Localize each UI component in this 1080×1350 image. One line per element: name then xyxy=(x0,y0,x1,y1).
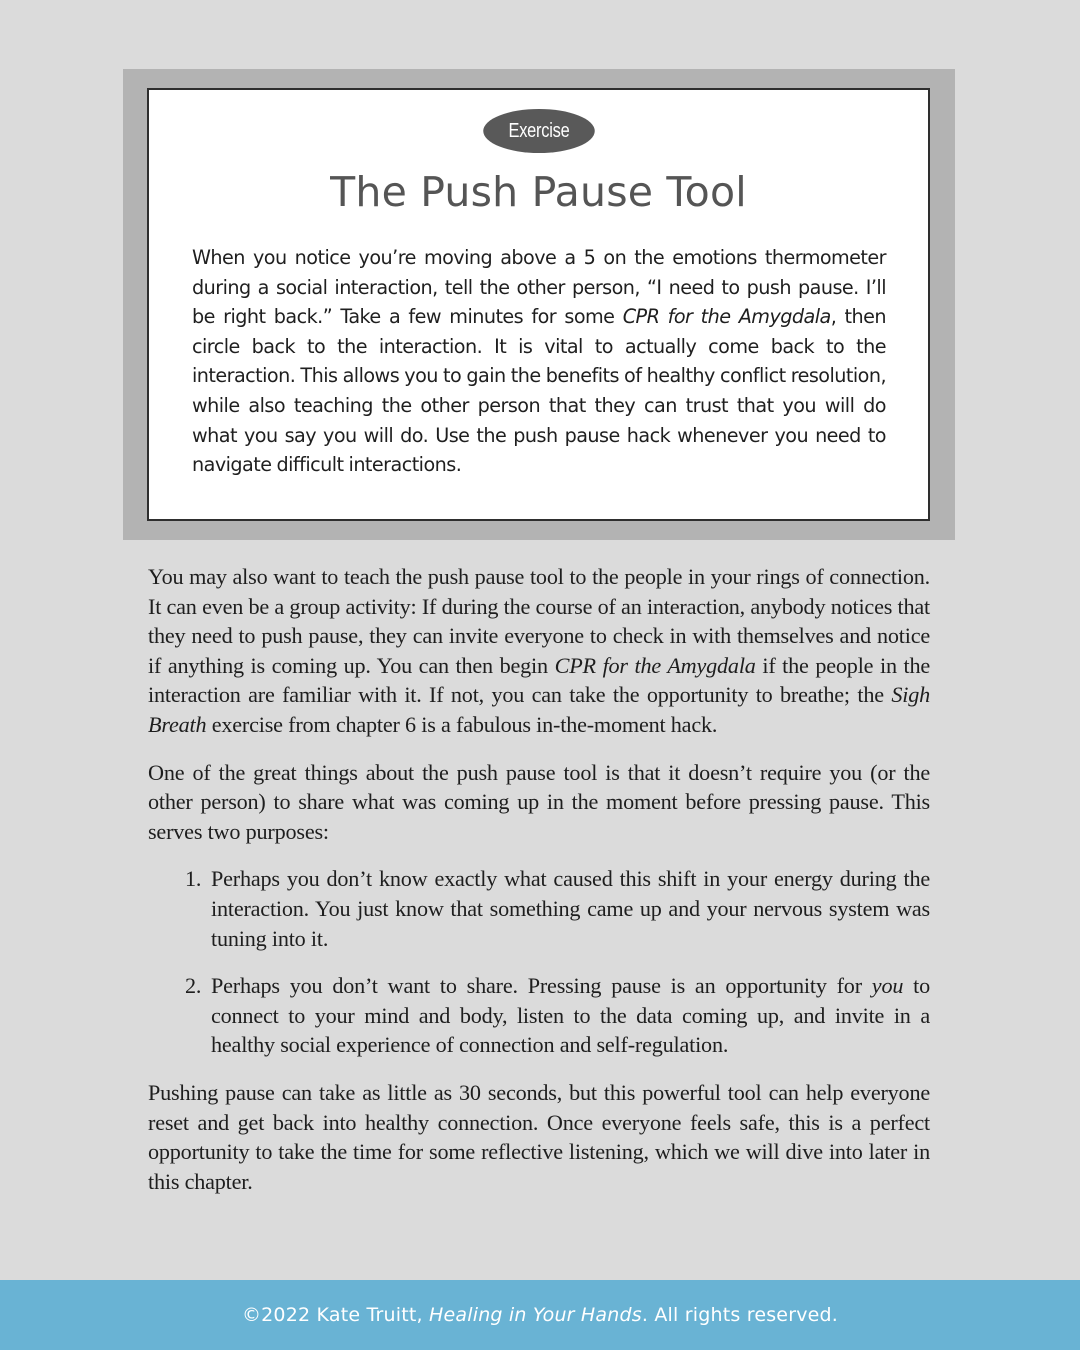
paragraph-1-italic-2: Sigh Breath xyxy=(148,682,930,737)
paragraph-3: Pushing pause can take as little as 30 seconds, but this powerful tool can help everyone reset and get back into healthy connection. Once everyone feels safe, this is a perfect opportunity to take the time for some reflective listening, which we will dive into later in this chapter. xyxy=(148,1079,930,1194)
paragraph-1 xyxy=(148,562,930,740)
copyright-footer xyxy=(0,1280,1080,1350)
footer-suffix: . All rights reserved. xyxy=(641,1304,839,1326)
exercise-body-text-2: , then circle back to the interaction. It is vital to actually come back to the interaction. This allows you to gain the benefits of healthy conflict resolution, while also teaching the other person that they can trust that you will do what you say you will do. Use the push pause hack whenever you need to navigate difficult interactions. xyxy=(192,305,886,477)
main-text xyxy=(148,562,930,1214)
list-item-text-a: Perhaps you don’t want to share. Pressing pause is an opportunity for xyxy=(211,973,872,999)
paragraph-1-a: You may also want to teach the push pause tool to the people in your rings of connection. It can even be a group activity: If during the course of an interaction, anybody notices that they need to push pause, they can invite everyone to check in with themselves and notice if anything is coming up. You can then begin xyxy=(148,564,930,678)
exercise-badge: Exercise xyxy=(483,109,595,153)
list-number: 1. xyxy=(185,866,202,892)
footer-text xyxy=(242,1304,838,1326)
exercise-body-text-1: When you notice you’re moving above a 5 on the emotions thermometer during a social interaction, tell the other person, “I need to push pause. I’ll be right back.” Take a few minutes for some xyxy=(192,246,886,329)
purposes-list xyxy=(148,864,930,1060)
paragraph-1-c: exercise from chapter 6 is a fabulous in-the-moment hack. xyxy=(206,711,718,737)
exercise-body xyxy=(192,243,886,480)
list-item-text-b: to connect to your mind and body, listen to the data coming up, and invite in a healthy social experience of connection and self-regulation. xyxy=(211,973,930,1058)
exercise-body-italic: CPR for the Amygdala xyxy=(622,305,831,329)
list-item xyxy=(185,971,930,1060)
footer-prefix: ©2022 Kate Truitt, xyxy=(241,1304,430,1326)
exercise-title: The Push Pause Tool xyxy=(330,168,747,216)
list-number: 2. xyxy=(185,973,202,999)
paragraph-1-b: if the people in the interaction are familiar with it. If not, you can take the opportunity to breathe; the xyxy=(148,652,931,708)
exercise-box xyxy=(147,88,930,521)
footer-book-title: Healing in Your Hands xyxy=(429,1304,642,1326)
paragraph-2: One of the great things about the push pause tool is that it doesn’t require you (or the other person) to share what was coming up in the moment before pressing pause. This serves two purposes: xyxy=(148,759,930,844)
list-item xyxy=(185,864,930,953)
paragraph-1-italic-1: CPR for the Amygdala xyxy=(554,652,756,678)
list-item-italic: you xyxy=(871,973,904,999)
exercise-frame xyxy=(123,69,955,540)
list-item-text: Perhaps you don’t know exactly what caused this shift in your energy during the interaction. You just know that something came up and your nervous system was tuning into it. xyxy=(211,866,930,951)
